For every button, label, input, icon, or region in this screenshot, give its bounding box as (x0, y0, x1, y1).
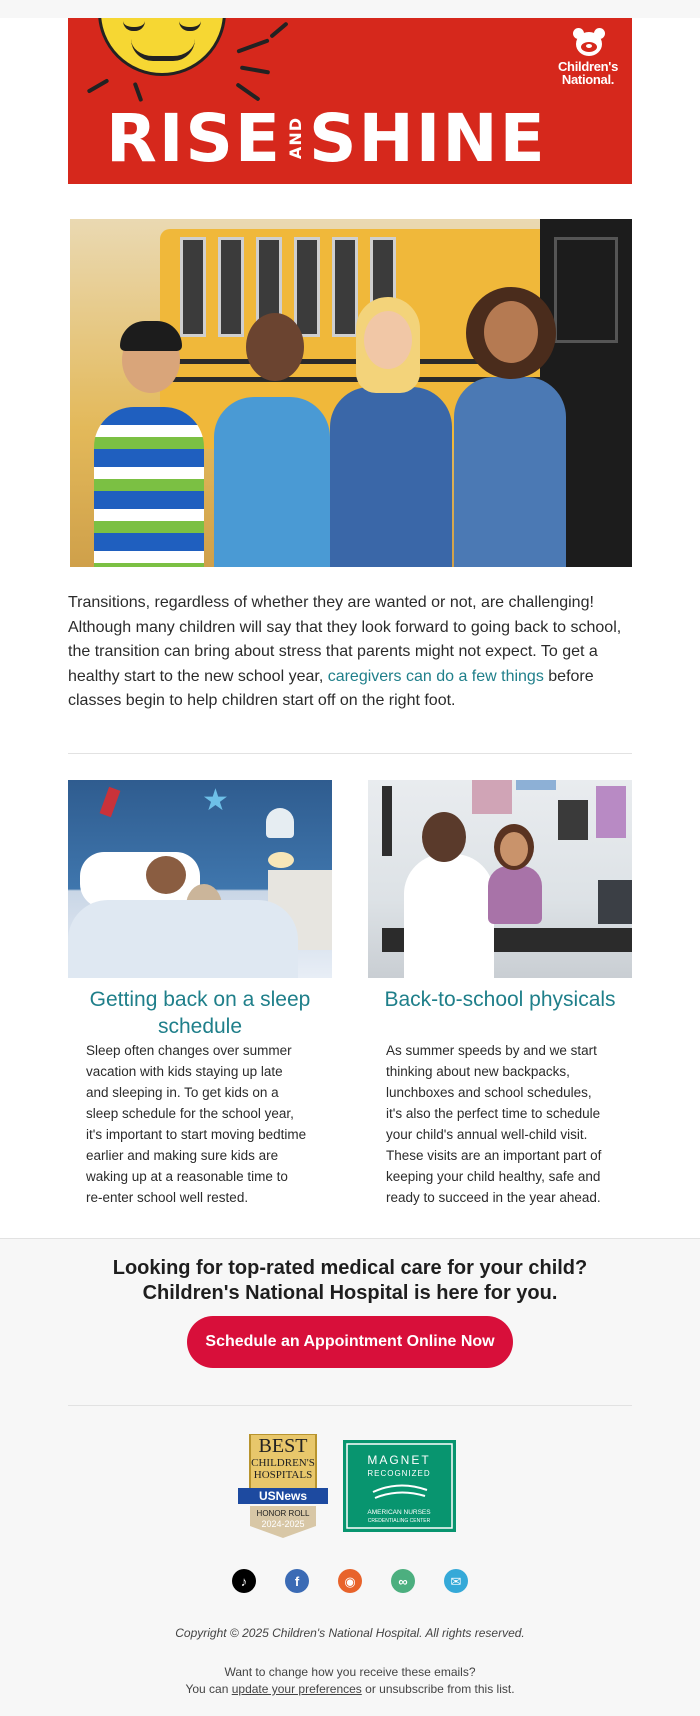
intro-text-end: before classes begin to help children start off on the right foot. (68, 667, 594, 709)
badge-hospitals-text: HOSPITALS (253, 1469, 313, 1481)
facebook-icon[interactable]: f (285, 1569, 309, 1593)
tiktok-icon[interactable]: ♪ (232, 1569, 256, 1593)
sun-illustration (98, 18, 226, 76)
physical-exam-photo (368, 780, 632, 978)
magnet-title-text: MAGNET (367, 1453, 431, 1467)
intro-paragraph (68, 591, 634, 714)
magnet-subtitle-text: RECOGNIZED (367, 1469, 431, 1478)
childrens-national-logo[interactable] (552, 28, 624, 86)
badge-honor-roll-text: HONOR ROLL (256, 1509, 310, 1518)
physicals-body: As summer speeds by and we start thinking about new backpacks, lunchboxes and school schedules, it's also the perfect time to schedule your child's annual well-child visit. These visits are an important part of keeping your child healthy, safe and ready to succeed in the year ahead. (386, 1043, 602, 1205)
badge-childrens-text: CHILDREN'S (251, 1457, 315, 1469)
banner-title: RISE AND SHINE (106, 100, 547, 177)
sleep-schedule-body: Sleep often changes over summer vacation with kids staying up late and sleeping in. To get kids on a sleep schedule for the school year, it's important to start moving bedtime earlier and making sure kids are waking up at a reasonable time to re-enter school well rested. (86, 1043, 307, 1205)
physicals-title: Back-to-school physicals (384, 988, 616, 1011)
preferences-question: Want to change how you receive these emails? (224, 1665, 476, 1679)
schedule-appointment-button[interactable]: Schedule an Appointment Online Now (187, 1316, 513, 1368)
logo-text-line1: Children's (557, 59, 619, 74)
section-divider (68, 753, 632, 754)
rss-icon[interactable]: ◉ (338, 1569, 362, 1593)
badge-best-text: BEST (258, 1435, 308, 1457)
hero-photo (70, 219, 632, 567)
intro-text-start: Transitions, regardless of whether they are wanted or not, are challenging! Although many children will say that they look forward to going back to school, the transition can bring about stress that parents might not expect. To get a healthy start to the new school year, (68, 594, 622, 685)
magnet-recognized-badge[interactable] (343, 1440, 456, 1532)
logo-text-line2: National. (561, 72, 615, 87)
sleep-photo: ★ (68, 780, 332, 978)
best-childrens-hospitals-badge[interactable] (238, 1434, 328, 1538)
email-preferences (0, 1664, 700, 1698)
badge-years-text: 2024-2025 (261, 1519, 305, 1529)
update-preferences-link[interactable]: update your preferences (231, 1682, 362, 1696)
caregivers-tips-link[interactable]: caregivers can do a few things (327, 667, 544, 685)
cta-heading-line1: Looking for top-rated medical care for your child? (112, 1257, 588, 1279)
link-icon[interactable]: ∞ (391, 1569, 415, 1593)
magnet-org-line1: AMERICAN NURSES (367, 1509, 431, 1516)
magnet-org-line2: CREDENTIALING CENTER (367, 1518, 431, 1524)
badge-usnews-text: USNews (258, 1489, 308, 1503)
sleep-schedule-title: Getting back on a sleep schedule (89, 988, 311, 1038)
bear-logo-icon (568, 28, 608, 58)
copyright-text: Copyright © 2025 Children's National Hospital. All rights reserved. (175, 1626, 525, 1640)
cta-heading (0, 1256, 700, 1305)
footer-divider (68, 1405, 632, 1406)
cta-heading-line2: Children's National Hospital is here for you. (142, 1281, 558, 1304)
rise-and-shine-banner (68, 18, 632, 184)
email-icon[interactable]: ✉ (444, 1569, 468, 1593)
preferences-line: You can update your preferences or unsubscribe from this list. (185, 1682, 515, 1696)
